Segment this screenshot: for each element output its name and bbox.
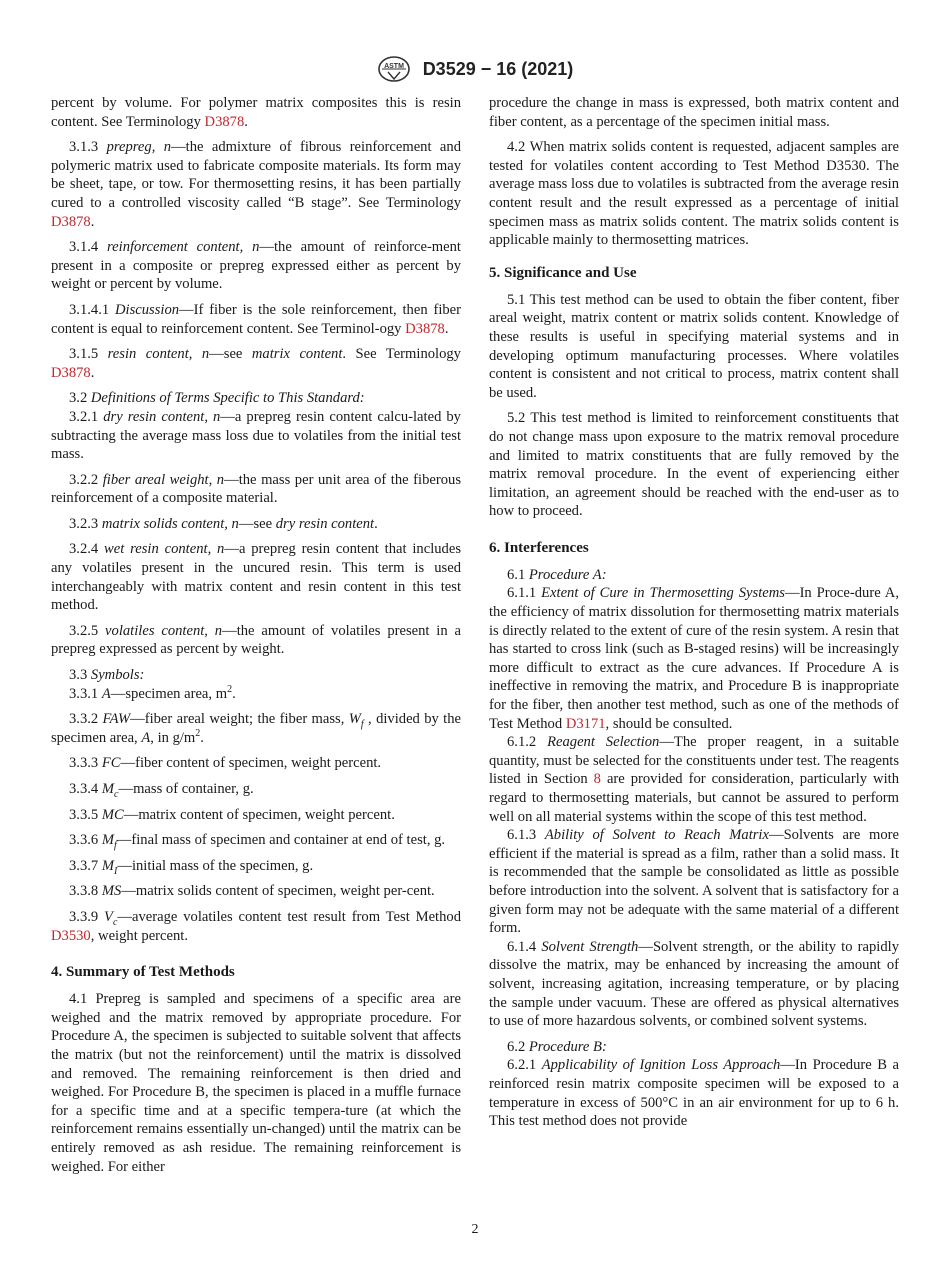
paragraph-6-1-1: 6.1.1 Extent of Cure in Thermosetting Systems—In Proce-dure A, the efficiency of matrix dissolution for thermosetting matrix materials is directly related to the extent of cure of the resin system. A resin that has started to cross link (such as B-staged resins) will be increasingly more difficult to extract as the cure advances. If Procedure A is ineffective in removing the matrix, and Procedure B is inappropriate for the fiber, then another test method, such as one of the methods of Test Method D3171, should be consulted. (489, 585, 899, 732)
symbol-ms: 3.3.8 MS—matrix solids content of specimen, weight per-cent. (69, 883, 435, 900)
paragraph-6-2-1: 6.2.1 Applicability of Ignition Loss Approach—In Procedure B a reinforced resin matrix composite specimen will be exposed to a temperature in excess of 500°C in an air environment for up to 6 h. This test method does not provide (489, 1057, 899, 1130)
section-6-2-heading: 6.2 Procedure B: (507, 1038, 607, 1055)
definition-dry-resin-content: 3.2.1 dry resin content, n—a prepreg resin content calcu-lated by subtracting the average mass loss due to volatiles from the initial test mass. (51, 408, 461, 463)
definition-volatiles-content: 3.2.5 volatiles content, n—the amount of volatiles present in a prepreg expressed as percent by weight. (51, 622, 461, 658)
paragraph-6-1-4: 6.1.4 Solvent Strength—Solvent strength, or the ability to rapidly dissolve the matrix, may be enhanced by increasing the amount of solvent, increasing agitation, increasing temperature, or by placing the sample under vacuum. These are offered as physical alternatives to use of more hazardous solvents, or combined solvent systems. (489, 938, 899, 1030)
ref-link-section-8[interactable]: 8 (593, 771, 601, 788)
paragraph-4-1: 4.1 Prepreg is sampled and specimens of a specific area are weighed and the matrix removed by appropriate procedure. For Procedure A, the specimen is subjected to suitable solvent that affects the matrix (but not the reinforcement) until the matrix is dissolved and removed. The remaining reinforcement is then dried and weighed. For Procedure B, the specimen is placed in a muffle furnace for a specific time and at a specific tempera-ture (at which the reinforcement remains essentially un-changed) until the matrix can be entirely removed as ash residue. The remaining reinforcement is weighed. For either (51, 991, 461, 1175)
symbol-mi: 3.3.7 $M_I—initial$ mass of the specimen, g. (69, 857, 314, 877)
paragraph-continuation: percent by volume. For polymer matrix composites this is resin content. See Terminology D3878. (51, 95, 461, 130)
astm-logo-icon (377, 55, 411, 83)
section-heading-summary: 4. Summary of Test Methods (51, 964, 235, 981)
ref-link-d3878[interactable]: D3878 (51, 364, 91, 381)
section-heading-significance: 5. Significance and Use (489, 264, 637, 281)
symbol-faw: 3.3.2 FAW—fiber areal weight; the fiber mass, $W_f$ , divided by the specimen area, A, in $g/m^2$. (51, 711, 461, 746)
ref-link-d3878[interactable]: D3878 (405, 320, 445, 337)
section-heading-interferences: 6. Interferences (489, 539, 589, 556)
definition-fiber-areal-weight: 3.2.2 fiber areal weight, n—the mass per unit area of the fiberous reinforcement of a composite material. (51, 471, 461, 507)
ref-link-d3171[interactable]: D3171 (565, 715, 606, 732)
paragraph-5-2: 5.2 This test method is limited to reinforcement constituents that do not change mass upon exposure to the matrix removal procedure and limited to matrix constituents that are fully removed by the matrix removal procedure. In the event of experiencing either limitation, an agreement should be reached with the end-user as to how to proceed. (489, 410, 899, 520)
ref-link-d3878[interactable]: D3878 (204, 113, 245, 130)
paragraph-6-1-2: 6.1.2 Reagent Selection—The proper reagent, in a suitable quantity, must be selected for the constituents under test. The reagents listed in Section 8 are provided for consideration, particularly with regard to thermosetting materials, but cannot be assured to perform well on all material systems within the scope of this test method. (489, 734, 900, 825)
paragraph-6-1-3: 6.1.3 Ability of Solvent to Reach Matrix—Solvents are more efficient if the material is spread as a film, rather than a solid mass. It is recommended that the sample be consolidated as little as possible before introduction into the solvent. A solvent that is satisfactory for a given form may not be adequate with the same material of a different form. (489, 827, 899, 937)
page-header (0, 55, 950, 85)
paragraph-4-2: 4.2 When matrix solids content is requested, adjacent samples are tested for volatiles content according to Test Method D3530. The average mass loss due to volatiles is subtracted from the average resin content result and the result expressed as a percentage of initial specimen mass as matrix solids content. The matrix solids content is applicable mainly to thermosetting matrices. (489, 139, 899, 249)
symbol-fc: 3.3.3 FC—fiber content of specimen, weight percent. (69, 755, 382, 772)
svg-text:ASTM: ASTM (383, 63, 404, 70)
ref-link-d3878[interactable]: D3878 (51, 213, 91, 230)
section-3-2-heading: 3.2 Definitions of Terms Specific to This Standard: (69, 390, 365, 407)
symbol-a: 3.3.1 A—specimen area, $m^2$. (69, 683, 236, 702)
definition-matrix-solids-content: 3.2.3 matrix solids content, n—see dry resin content. (69, 515, 378, 532)
ref-link-d3530[interactable]: D3530 (51, 927, 91, 944)
page-number: 2 (471, 1222, 479, 1237)
symbol-vc: 3.3.9 $V_c—average$ volatiles content test result from Test Method D3530, weight percent. (51, 908, 461, 944)
definition-discussion: 3.1.4.1 Discussion—If fiber is the sole reinforcement, then fiber content is equal to reinforcement content. See Terminol-ogy D3878. (51, 301, 462, 337)
paragraph-continuation: procedure the change in mass is expressed, both matrix content and fiber content, as a percentage of the specimen initial mass. (489, 95, 899, 130)
definition-resin-content: 3.1.5 resin content, n—see matrix content. See Terminology D3878. (51, 346, 461, 381)
right-column (489, 94, 899, 1131)
paragraph-5-1: 5.1 This test method can be used to obtain the fiber content, fiber areal weight, matrix content or matrix solids content. Knowledge of these results is useful in specifying material systems and in developing optimum manufacturing processes. Where volatiles content is consistent and not critical to process, matrix content shall be used. (489, 291, 899, 401)
symbol-mc-container: 3.3.4 $M_c—mass$ of container, g. (69, 781, 254, 800)
left-column (51, 94, 461, 1176)
symbol-mf: 3.3.6 $M_f—final$ mass of specimen and container at end of test, g. (69, 832, 446, 852)
definition-wet-resin-content: 3.2.4 wet resin content, n—a prepreg resin content that includes any volatiles present in the uncured resin. This term is used interchangeably with matrix content and resin content in this test method. (51, 541, 462, 614)
symbol-mc: 3.3.5 MC—matrix content of specimen, weight percent. (69, 806, 395, 823)
definition-reinforcement-content: 3.1.4 reinforcement content, n—the amount of reinforce-ment present in a composite or prepreg expressed either as percent by weight or percent by volume. (51, 239, 461, 293)
section-6-1-heading: 6.1 Procedure A: (507, 566, 607, 583)
section-3-3-heading: 3.3 Symbols: (69, 667, 145, 684)
definition-prepreg: 3.1.3 prepreg, n—the admixture of fibrous reinforcement and polymeric matrix used to fabricate composite materials. Its form may be sheet, tape, or tow. For thermosetting resins, it has been partially cured to a controlled viscosity called “B stage”. See Terminology D3878. (51, 139, 461, 230)
document-id: D3529 − 16 (2021) (422, 58, 574, 79)
